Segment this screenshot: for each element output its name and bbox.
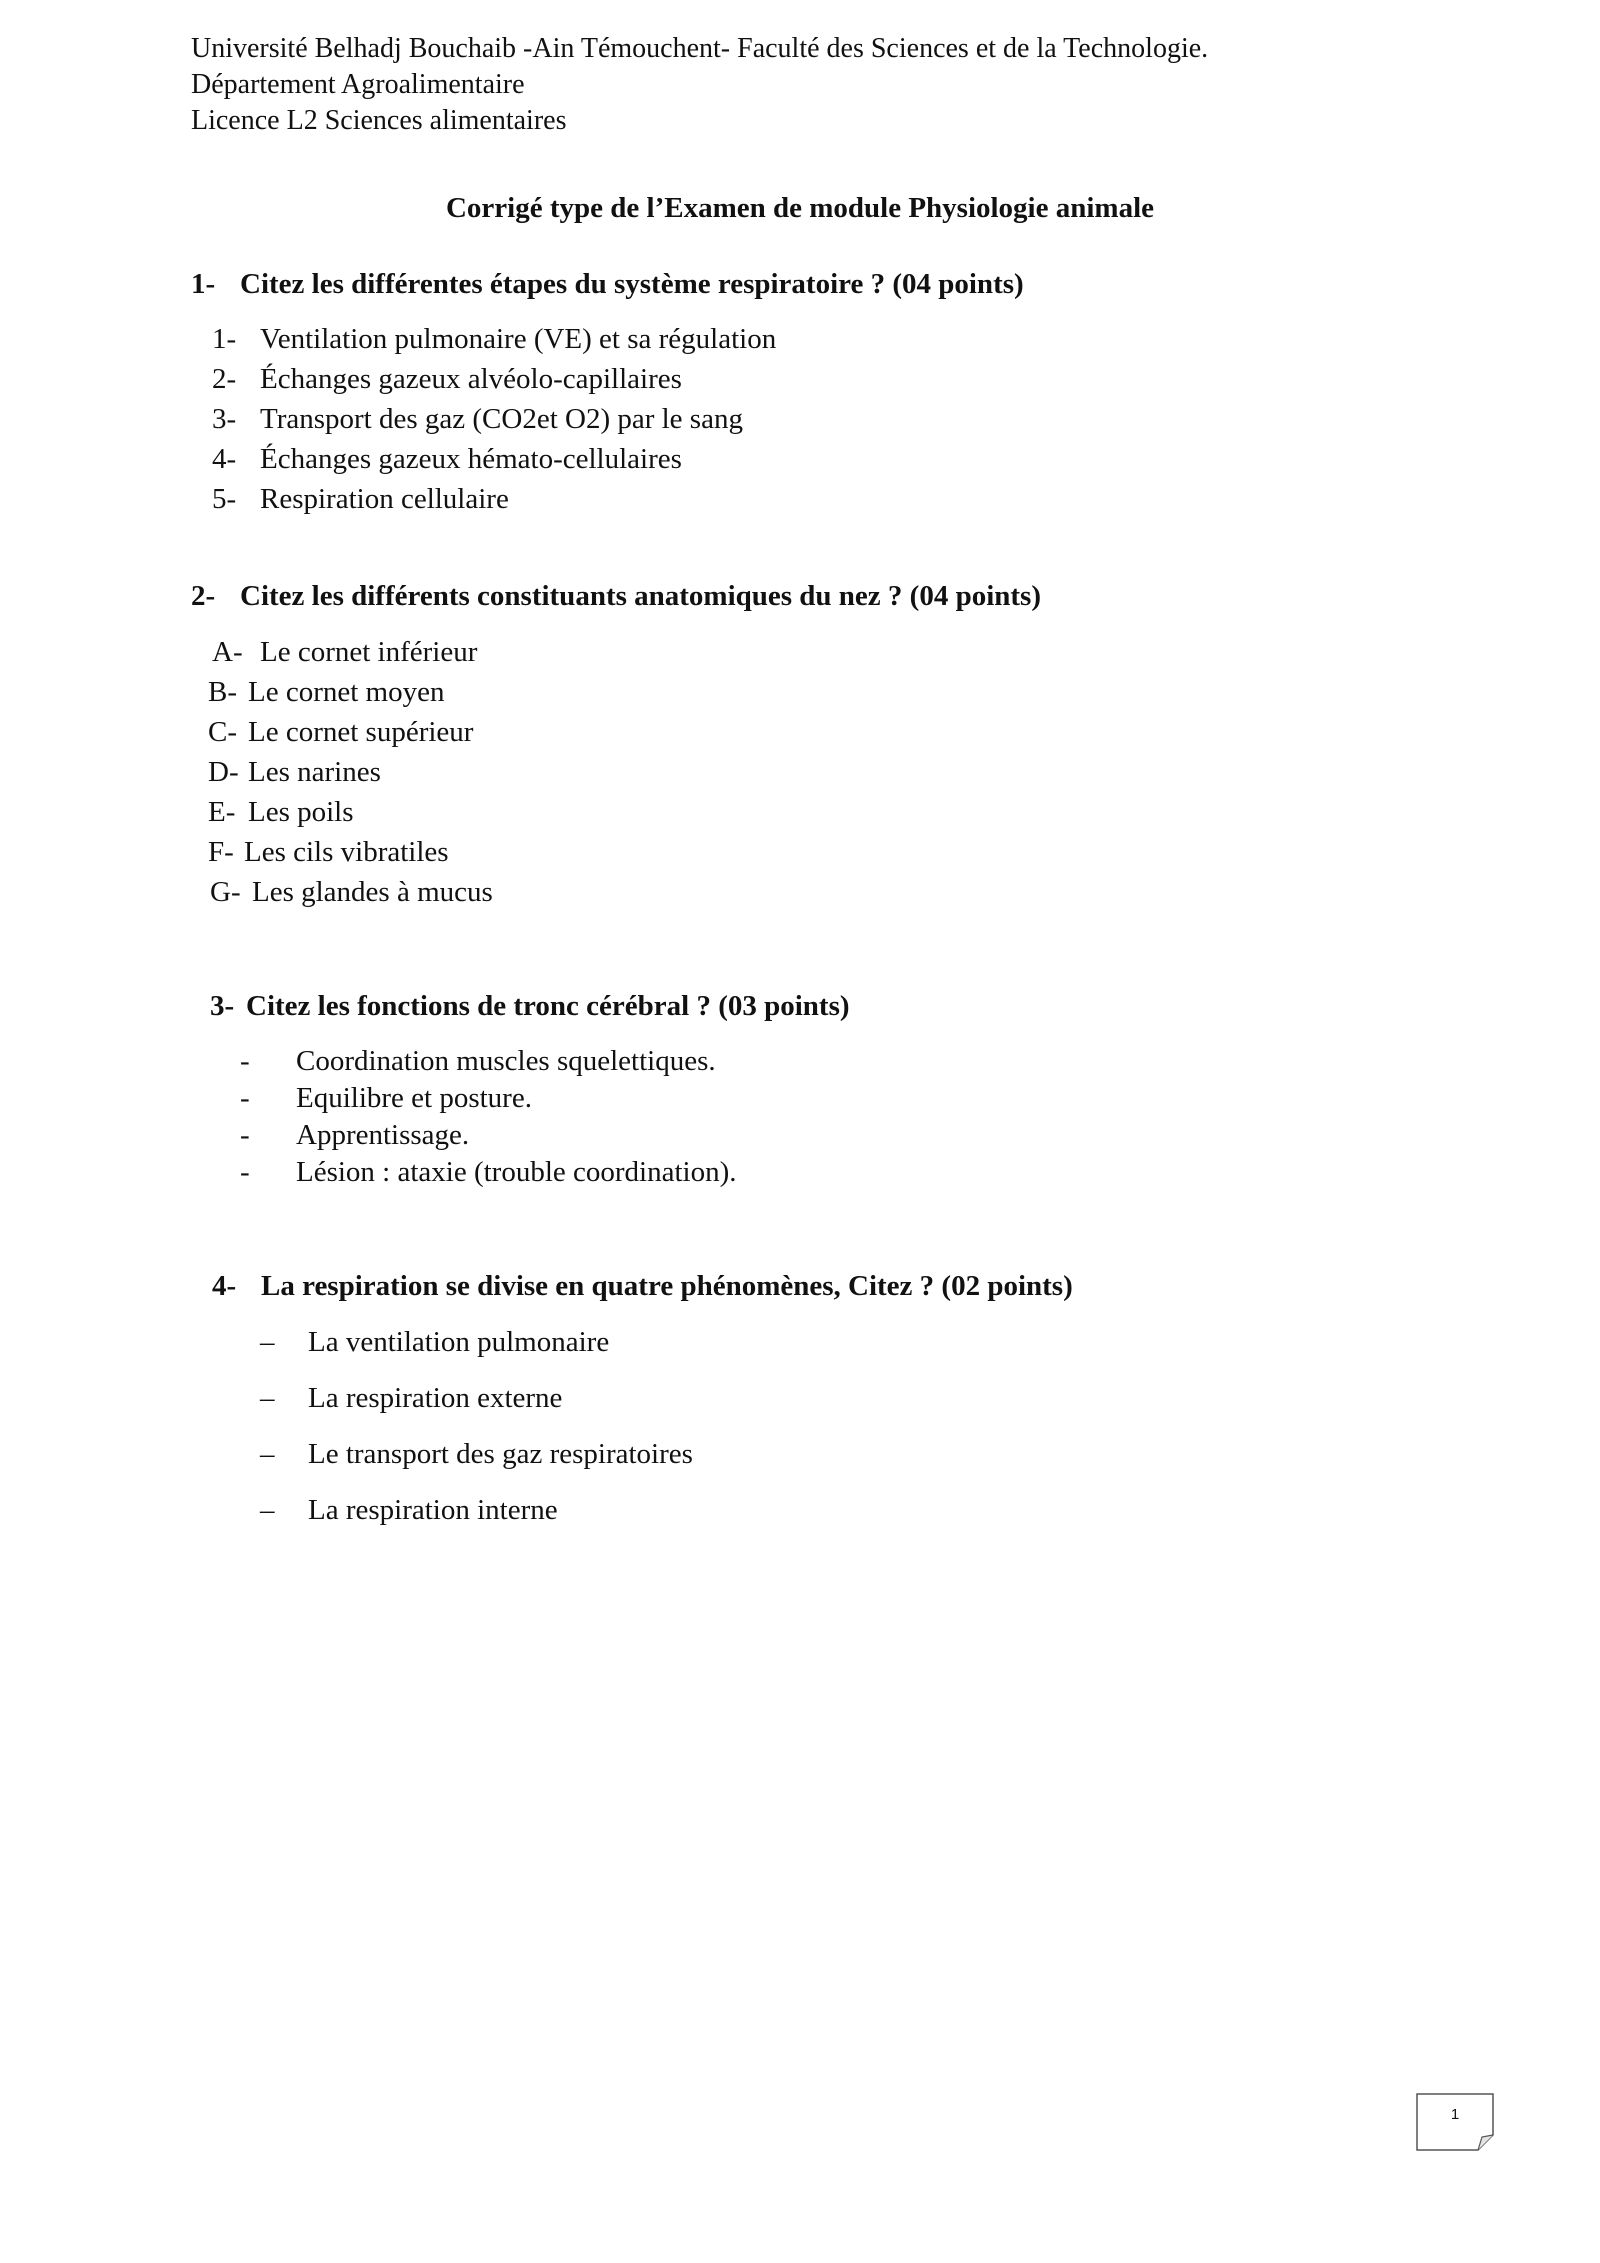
list-item: G- Les glandes à mucus [210, 876, 493, 908]
question-2 [191, 580, 1041, 613]
list-item: 4- Échanges gazeux hémato-cellulaires [212, 443, 682, 475]
list-item: – La respiration interne [260, 1494, 558, 1526]
header-university: Université Belhadj Bouchaib -Ain Témouchent- Faculté des Sciences et de la Technologie. [191, 33, 1209, 64]
page-number-box [1416, 2093, 1494, 2151]
list-item: B- Le cornet moyen [208, 676, 445, 708]
list-item: 1- Ventilation pulmonaire (VE) et sa régulation [212, 323, 777, 355]
list-item: - Lésion : ataxie (trouble coordination). [240, 1156, 737, 1188]
list-item: – La ventilation pulmonaire [260, 1326, 610, 1358]
header-department: Département Agroalimentaire [191, 69, 525, 100]
list-item: – La respiration externe [260, 1382, 563, 1414]
list-item: 2- Échanges gazeux alvéolo-capillaires [212, 363, 682, 395]
question-number: 4- [212, 1270, 237, 1302]
list-item: D- Les narines [208, 756, 381, 788]
question-4 [212, 1270, 1073, 1303]
question-number: 1- [191, 268, 216, 300]
question-text: Citez les différents constituants anatomiques du nez ? (04 points) [240, 580, 1041, 612]
question-number: 2- [191, 580, 216, 612]
list-item: - Apprentissage. [240, 1119, 470, 1151]
question-text: Citez les différentes étapes du système respiratoire ? (04 points) [240, 268, 1024, 300]
exam-title: Corrigé type de l’Examen de module Physiologie animale [445, 192, 1155, 224]
list-item: F- Les cils vibratiles [208, 836, 449, 868]
list-item: - Coordination muscles squelettiques. [240, 1045, 716, 1077]
list-item: 5- Respiration cellulaire [212, 483, 509, 515]
page-number: 1 [1450, 2106, 1460, 2123]
header-licence: Licence L2 Sciences alimentaires [191, 105, 567, 136]
list-item: C- Le cornet supérieur [208, 716, 474, 748]
list-item: A- Le cornet inférieur [212, 636, 478, 668]
list-item: 3- Transport des gaz (CO2et O2) par le sang [212, 403, 743, 435]
list-item: – Le transport des gaz respiratoires [260, 1438, 693, 1470]
question-1 [191, 268, 1024, 301]
question-number: 3- [210, 990, 235, 1022]
question-3 [210, 990, 850, 1023]
question-text: La respiration se divise en quatre phénomènes, Citez ? (02 points) [261, 1270, 1073, 1302]
list-item: E- Les poils [208, 796, 354, 828]
question-text: Citez les fonctions de tronc cérébral ? (03 points) [246, 990, 850, 1022]
list-item: - Equilibre et posture. [240, 1082, 532, 1114]
